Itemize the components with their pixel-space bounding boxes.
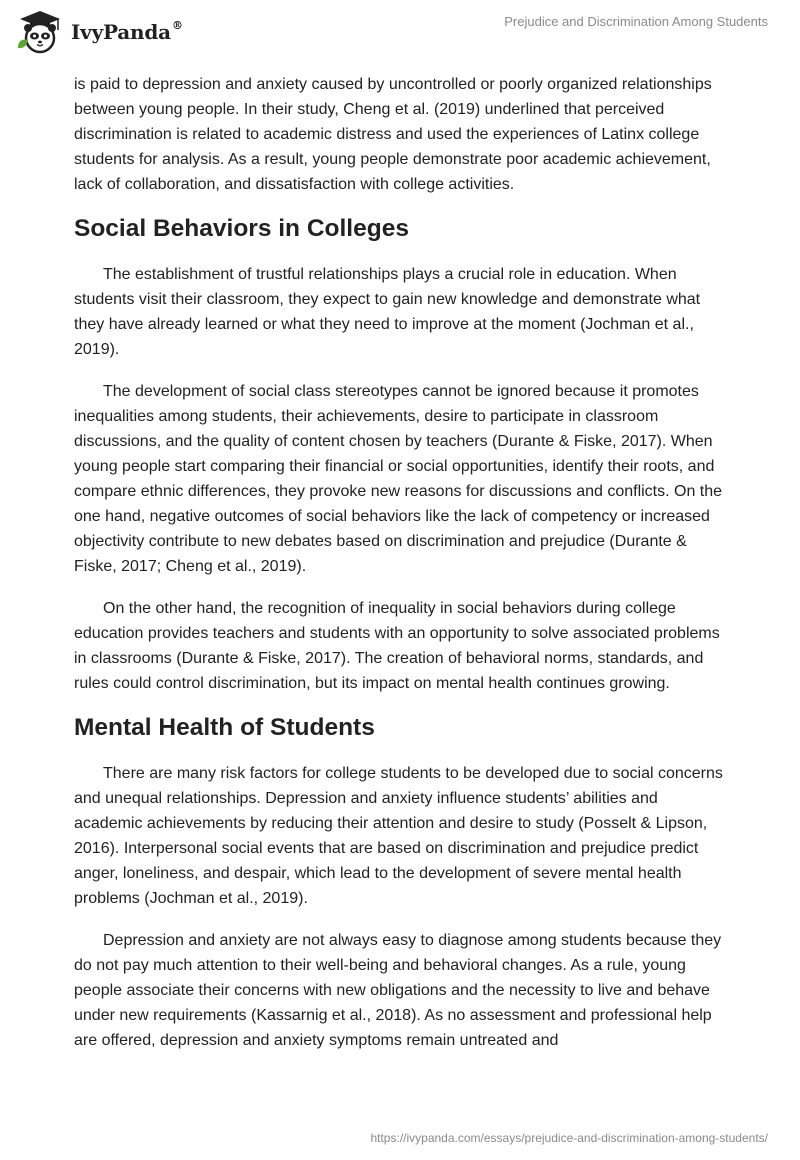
body-paragraph: There are many risk factors for college students to be developed due to social concerns and unequal relationships. Depression and anxiety influence students’ abilities and academic achievements by reducing their attention and desire to study (Posselt & Lipson, 2016). Interpersonal social events that are based on discrimination and prejudice predict anger, loneliness, and despair, which lead to the development of severe mental health problems (Jochman et al., 2019). (74, 765, 723, 907)
section-heading: Mental Health of Students (74, 714, 375, 741)
document-title: Prejudice and Discrimination Among Students (504, 14, 768, 29)
brand-name[interactable]: IvyPanda® (71, 19, 183, 44)
section-heading: Social Behaviors in Colleges (74, 215, 409, 242)
body-paragraph: On the other hand, the recognition of inequality in social behaviors during college education provides teachers and students with an opportunity to solve associated problems in classrooms (Durante & Fiske, 2017). The creation of behavioral norms, standards, and rules could control discrimination, but its impact on mental health continues growing. (74, 600, 720, 692)
body-paragraph: The development of social class stereotypes cannot be ignored because it promotes inequalities among students, their achievements, desire to participate in classroom discussions, and the quality of content chosen by teachers (Durante & Fiske, 2017). When young people start comparing their financial or social opportunities, identify their roots, and compare ethnic differences, they provoke new reasons for discussions and conflicts. On the one hand, negative outcomes of social behaviors like the lack of competency or increased objectivity contribute to new debates based on discrimination and prejudice (Durante & Fiske, 2017; Cheng et al., 2019). (74, 383, 723, 575)
body-paragraph: is paid to depression and anxiety caused by uncontrolled or poorly organized relationships between young people. In their study, Cheng et al. (2019) underlined that perceived discrimination is related to academic distress and used the experiences of Latinx college students for analysis. As a result, young people demonstrate poor academic achievement, lack of collaboration, and dissatisfaction with college activities. (74, 76, 712, 193)
page-header (0, 0, 800, 64)
source-url[interactable]: https://ivypanda.com/essays/prejudice-and-discrimination-among-students/ (370, 1131, 768, 1145)
body-paragraph: Depression and anxiety are not always easy to diagnose among students because they do not pay much attention to their well-being and behavioral changes. As a rule, young people associate their concerns with new obligations and the necessity to live and behave under new requirements (Kassarnig et al., 2018). As no assessment and professional help are offered, depression and anxiety symptoms remain untreated and (74, 932, 722, 1049)
essay-content (74, 72, 729, 1070)
body-paragraph: The establishment of trustful relationships plays a crucial role in education. When students visit their classroom, they expect to gain new knowledge and demonstrate what they have already learned or what they need to improve at the moment (Jochman et al., 2019). (74, 266, 701, 358)
panda-graduate-logo-icon[interactable] (16, 8, 64, 56)
